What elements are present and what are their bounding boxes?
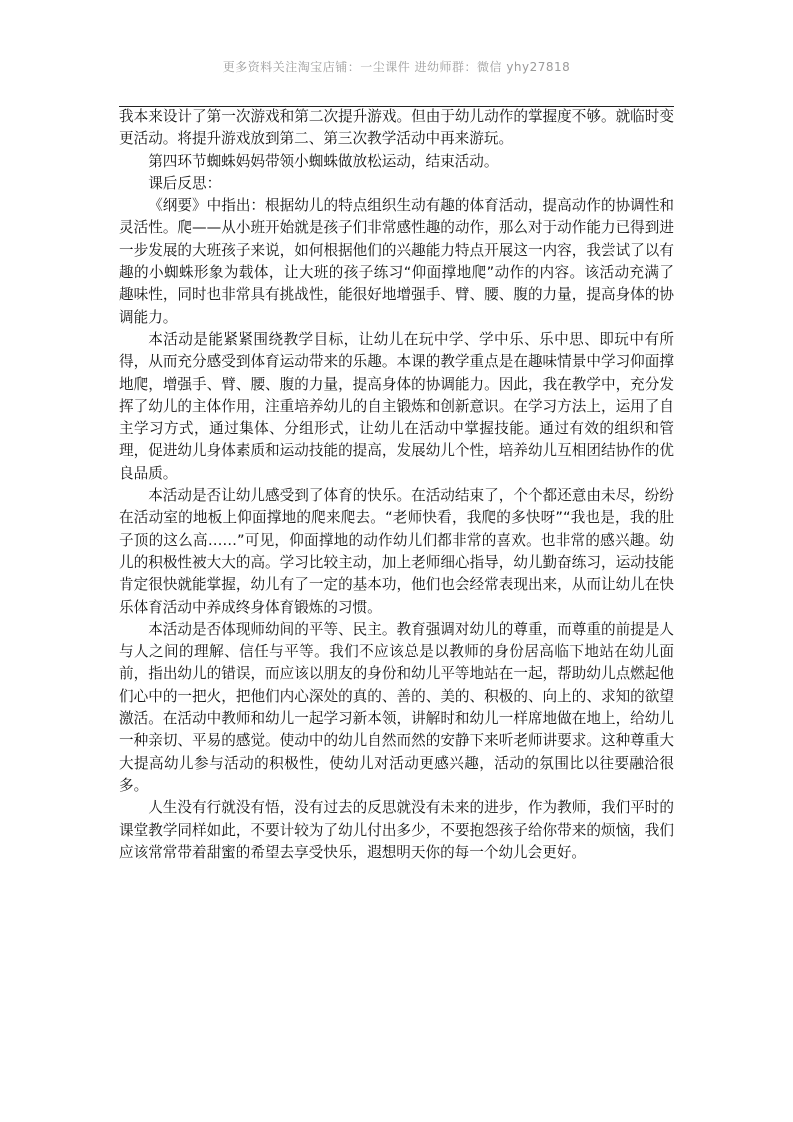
document-body <box>119 106 674 864</box>
paragraph-activity-change: 我本来设计了第一次游戏和第二次提升游戏。但由于幼儿动作的掌握度不够。就临时变更活动。将提升游戏放到第二、第三次教学活动中再来游玩。 <box>119 108 674 148</box>
paragraph-sports-joy: 本活动是否让幼儿感受到了体育的快乐。在活动结束了，个个都还意由未尽，纷纷在活动室的地板上仰面撑地的爬来爬去。“老师快看，我爬的多快呀”“我也是，我的肚子顶的这么高……”可见，仰面撑地的动作幼儿们都非常的喜欢。也非常的感兴趣。幼儿的积极性被大大的高。学习比较主动，加上老师细心指导，幼儿勤奋练习，运动技能肯定很快就能掌握，幼儿有了一定的基本功，他们也会经常表现出来，从而让幼儿在快乐体育活动中养成终身体育锻炼的习惯。 <box>119 487 674 616</box>
paragraph-teaching-goals: 本活动是能紧紧围绕教学目标，让幼儿在玩中学、学中乐、乐中思、即玩中有所得，从而充分感受到体育运动带来的乐趣。本课的教学重点是在趣味情景中学习仰面撑地爬，增强手、臂、腰、腹的力量，提高身体的协调能力。因此，我在教学中，充分发挥了幼儿的主体作用，注重培养幼儿的自主锻炼和创新意识。在学习方法上，运用了自主学习方式，通过集体、分组形式，让幼儿在活动中掌握技能。通过有效的组织和管理，促进幼儿身体素质和运动技能的提高，发展幼儿个性，培养幼儿互相团结协作的优良品质。 <box>119 330 674 482</box>
page-header-watermark: 更多资料关注淘宝店铺：一尘课件 进幼师群：微信 yhy27818 <box>222 60 571 74</box>
paragraph-conclusion: 人生没有行就没有悟，没有过去的反思就没有未来的进步，作为教师，我们平时的课堂教学同样如此，不要计较为了幼儿付出多少，不要抱怨孩子给你带来的烦恼，我们应该常常带着甜蜜的希望去享受快乐，遐想明天你的每一个幼儿会更好。 <box>119 799 674 861</box>
paragraph-fourth-step: 第四环节蜘蛛妈妈带领小蜘蛛做放松运动，结束活动。 <box>148 152 499 170</box>
paragraph-guideline: 《纲要》中指出：根据幼儿的特点组织生动有趣的体育活动，提高动作的协调性和灵活性。爬——从小班开始就是孩子们非常感性趣的动作，那么对于动作能力已得到进一步发展的大班孩子来说，如何根据他们的兴趣能力特点开展这一内容，我尝试了以有趣的小蜘蛛形象为载体，让大班的孩子练习“仰面撑地爬”动作的内容。该活动充满了趣味性，同时也非常具有挑战性，能很好地增强手、臂、腰、腹的力量，提高身体的协调能力。 <box>119 197 674 326</box>
paragraph-equality: 本活动是否体现师幼间的平等、民主。教育强调对幼儿的尊重，而尊重的前提是人与人之间的理解、信任与平等。我们不应该总是以教师的身份居高临下地站在幼儿面前，指出幼儿的错误，而应该以朋友的身份和幼儿平等地站在一起，帮助幼儿点燃起他们心中的一把火，把他们内心深处的真的、善的、美的、积极的、向上的、求知的欲望激活。在活动中教师和幼儿一起学习新本领，讲解时和幼儿一样席地做在地上，给幼儿一种亲切、平易的感觉。使动中的幼儿自然而然的安静下来听老师讲要求。这种尊重大大提高幼儿参与活动的积极性，使幼儿对活动更感兴趣，活动的氛围比以往要融洽很多。 <box>119 620 674 794</box>
section-heading-reflection: 课后反思： <box>148 174 222 192</box>
